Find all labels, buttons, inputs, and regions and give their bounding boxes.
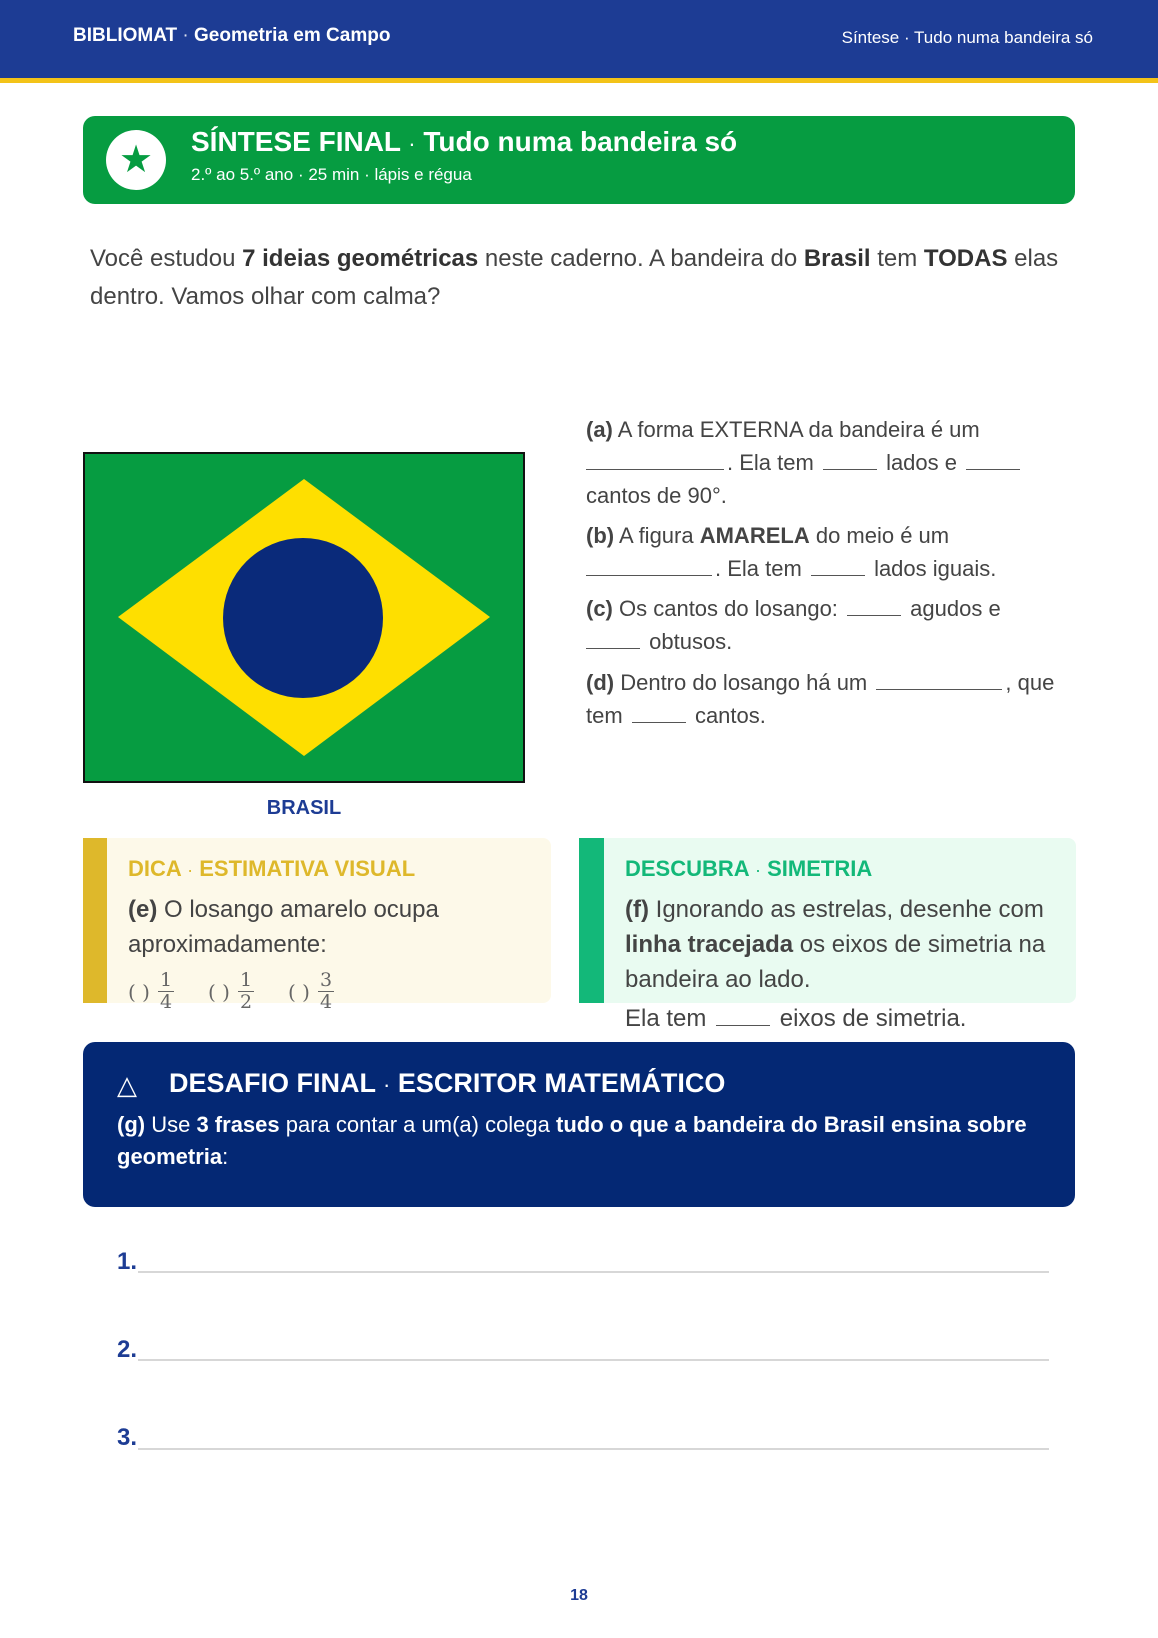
answer-blank[interactable] xyxy=(876,667,1002,690)
challenge-title-part-1: DESAFIO FINAL xyxy=(169,1068,376,1098)
page-subtitle: 2.º ao 5.º ano · 25 min · lápis e régua xyxy=(191,165,472,184)
answer-blank[interactable] xyxy=(586,553,712,576)
tip-title-part-1: DICA xyxy=(128,856,181,881)
question-bold: linha tracejada xyxy=(625,931,794,958)
question-label: (e) xyxy=(128,896,158,923)
question-text: eixos de simetria. xyxy=(779,1005,967,1032)
question-bold: AMARELA xyxy=(699,523,810,548)
discover-box xyxy=(579,838,1076,1003)
question-text: do meio é um xyxy=(809,523,950,548)
fraction-denominator: 2 xyxy=(239,991,253,1013)
question-label: (d) xyxy=(586,670,615,695)
option-checkbox[interactable]: ( ) xyxy=(208,979,230,1004)
flag-caption: BRASIL xyxy=(266,797,342,819)
answer-blank[interactable] xyxy=(586,447,724,470)
question-text: Use xyxy=(145,1112,197,1137)
question-d xyxy=(586,666,1080,732)
question-text: Os cantos do losango: xyxy=(612,596,838,621)
option-checkbox[interactable]: ( ) xyxy=(128,979,150,1004)
tip-accent-bar xyxy=(83,838,107,1003)
question-text: Ignorando as estrelas, desenhe com xyxy=(648,896,1044,923)
intro-text: neste caderno. A bandeira do xyxy=(478,245,804,272)
option-one-half[interactable] xyxy=(208,964,254,1019)
question-text: A forma EXTERNA da bandeira é um xyxy=(612,417,980,442)
discover-title-part-2: SIMETRIA xyxy=(767,856,873,881)
tip-title-separator: · xyxy=(187,860,194,880)
brand xyxy=(73,25,390,47)
writing-line[interactable] xyxy=(138,1359,1049,1361)
question-b xyxy=(586,519,1080,585)
discover-title-separator: · xyxy=(754,860,761,880)
question-text: , que xyxy=(1005,670,1055,695)
discover-question xyxy=(625,892,1065,997)
brazil-flag xyxy=(83,452,525,783)
question-text: . Ela tem xyxy=(715,556,802,581)
flag-blue-circle xyxy=(223,538,383,698)
question-text: lados iguais. xyxy=(874,556,997,581)
discover-title-part-1: DESCUBRA xyxy=(625,856,749,881)
challenge-title xyxy=(169,1068,725,1099)
tip-title xyxy=(128,856,415,882)
discover-accent-bar xyxy=(579,838,604,1003)
question-text: tem xyxy=(586,703,623,728)
question-text: : xyxy=(222,1144,229,1169)
title-part-1: SÍNTESE FINAL xyxy=(191,126,401,157)
star-icon: ★ xyxy=(106,130,166,190)
answer-blank[interactable] xyxy=(716,1003,770,1026)
writing-line[interactable] xyxy=(138,1448,1049,1450)
line-number: 3. xyxy=(117,1424,138,1451)
title-part-2: Tudo numa bandeira só xyxy=(423,126,738,157)
line-number: 2. xyxy=(117,1336,138,1363)
question-text: Ela tem xyxy=(625,1005,707,1032)
question-text: lados e xyxy=(886,450,958,475)
fraction-numerator: 3 xyxy=(319,969,333,991)
title-banner xyxy=(83,116,1075,204)
question-label: (b) xyxy=(586,523,615,548)
breadcrumb: Síntese · Tudo numa bandeira só xyxy=(841,28,1093,47)
question-bold: 3 frases xyxy=(196,1112,280,1137)
question-text: O losango amarelo ocupa aproximadamente: xyxy=(128,896,439,958)
fraction-denominator: 4 xyxy=(159,991,173,1013)
question-bold: tudo o que a bandeira do Brasil ensina sobre geometria xyxy=(117,1112,1027,1169)
tip-box xyxy=(83,838,551,1013)
title-separator: · xyxy=(408,131,416,156)
intro-bold: 7 ideias geométricas xyxy=(242,245,479,272)
fraction-numerator: 1 xyxy=(239,969,253,991)
fraction-numerator: 1 xyxy=(159,969,173,991)
answer-blank[interactable] xyxy=(586,626,640,649)
option-one-quarter[interactable] xyxy=(128,964,174,1019)
question-text: agudos e xyxy=(910,596,1001,621)
tip-question xyxy=(128,892,548,962)
question-c xyxy=(586,592,1080,658)
option-three-quarters[interactable] xyxy=(288,964,334,1019)
question-text: Dentro do losango há um xyxy=(614,670,868,695)
fraction xyxy=(158,970,174,1013)
question-text: para contar a um(a) colega xyxy=(279,1112,557,1137)
fraction xyxy=(238,970,254,1013)
question-text: A figura xyxy=(614,523,700,548)
challenge-title-separator: · xyxy=(383,1072,391,1097)
writing-line[interactable] xyxy=(138,1271,1049,1273)
answer-blank[interactable] xyxy=(823,447,877,470)
intro-text: elas dentro. Vamos olhar com calma? xyxy=(90,245,1059,310)
challenge-box xyxy=(83,1042,1075,1207)
discover-title xyxy=(625,856,872,882)
question-label: (c) xyxy=(586,596,613,621)
page-title xyxy=(191,126,737,158)
line-number: 1. xyxy=(117,1248,138,1275)
question-label: (f) xyxy=(625,896,649,923)
question-text: cantos. xyxy=(694,703,766,728)
fraction xyxy=(318,970,334,1013)
intro-paragraph xyxy=(90,240,1080,316)
intro-bold: TODAS xyxy=(923,245,1008,272)
option-checkbox[interactable]: ( ) xyxy=(288,979,310,1004)
intro-bold: Brasil xyxy=(803,245,871,272)
challenge-question xyxy=(117,1109,1047,1173)
question-a xyxy=(586,413,1080,512)
challenge-title-part-2: ESCRITOR MATEMÁTICO xyxy=(397,1068,726,1098)
question-text: . Ela tem xyxy=(727,450,814,475)
fraction-denominator: 4 xyxy=(319,991,333,1013)
question-text: obtusos. xyxy=(649,629,733,654)
question-text: os eixos de simetria na bandeira ao lado. xyxy=(625,931,1046,993)
intro-text: tem xyxy=(870,245,924,272)
fraction-options xyxy=(128,964,558,1024)
tip-title-part-2: ESTIMATIVA VISUAL xyxy=(199,856,416,881)
question-label: (g) xyxy=(117,1112,146,1137)
brand-name: BIBLIOMAT xyxy=(73,25,178,46)
brand-subtitle: Geometria em Campo xyxy=(194,25,391,46)
answer-blank[interactable] xyxy=(632,700,686,723)
question-text: cantos de 90°. xyxy=(586,483,727,508)
answer-blank[interactable] xyxy=(966,447,1020,470)
intro-text: Você estudou xyxy=(90,245,243,272)
triangle-icon: △ xyxy=(117,1070,137,1100)
symmetry-axes-question xyxy=(625,1003,966,1033)
answer-blank[interactable] xyxy=(847,593,901,616)
answer-blank[interactable] xyxy=(811,553,865,576)
page-number: 18 xyxy=(570,1587,588,1604)
brand-separator: · xyxy=(182,25,189,46)
question-label: (a) xyxy=(586,417,613,442)
